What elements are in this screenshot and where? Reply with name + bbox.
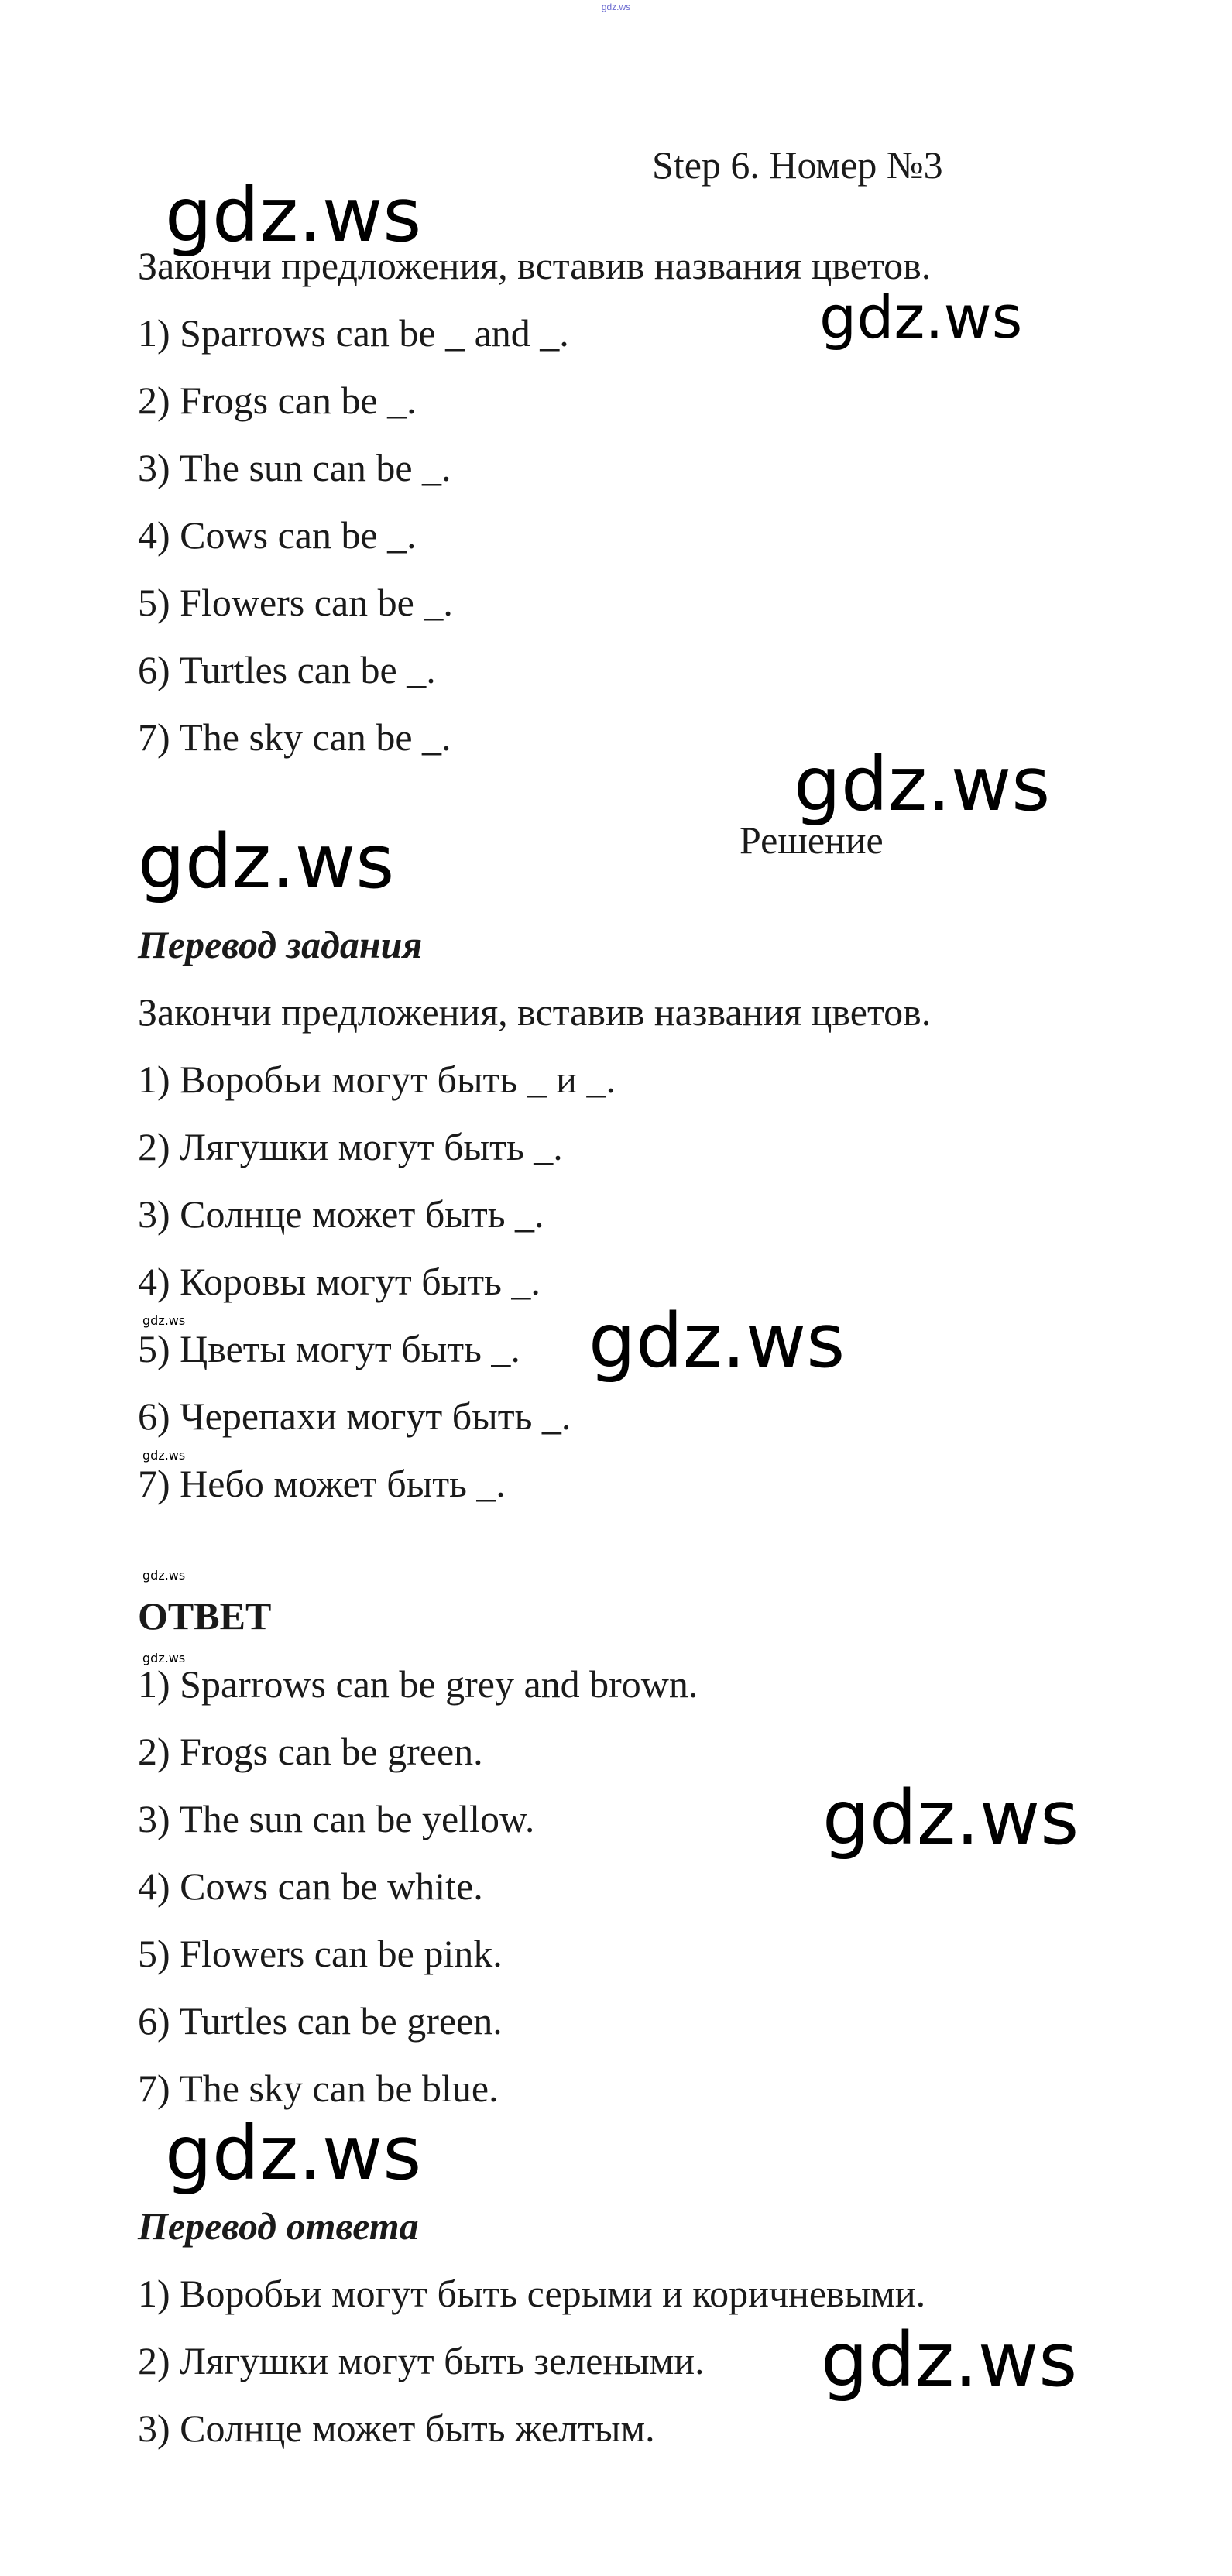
task-item: 1) Sparrows can be _ and _.: [138, 311, 569, 355]
solution-label: Решение: [740, 818, 884, 862]
watermark: gdz.ws: [822, 1775, 1079, 1861]
watermark: gdz.ws: [819, 283, 1023, 352]
answer-item: 6) Turtles can be green.: [138, 1999, 503, 2043]
answer-heading: ОТВЕТ: [138, 1594, 272, 1638]
task-translation-heading: Перевод задания: [138, 923, 423, 966]
task-instruction: Закончи предложения, вставив названия цветов.: [138, 244, 932, 287]
task-translation-item: 7) Небо может быть _.: [138, 1462, 506, 1505]
task-item: 3) The sun can be _.: [138, 446, 451, 489]
task-item: 6) Turtles can be _.: [138, 648, 436, 691]
task-item: 5) Flowers can be _.: [138, 581, 453, 624]
watermark-small: gdz.ws: [142, 1651, 186, 1665]
watermark: gdz.ws: [165, 172, 422, 259]
watermark-small: gdz.ws: [142, 1568, 186, 1583]
watermark: gdz.ws: [821, 2317, 1078, 2403]
header-watermark: gdz.ws: [601, 2, 631, 12]
watermark-small: gdz.ws: [142, 1313, 186, 1328]
answer-item: 7) The sky can be blue.: [138, 2067, 499, 2110]
task-item: 7) The sky can be _.: [138, 715, 451, 759]
task-translation-item: 6) Черепахи могут быть _.: [138, 1394, 571, 1438]
watermark-small: gdz.ws: [142, 1448, 186, 1463]
answer-translation-item: 2) Лягушки могут быть зелеными.: [138, 2339, 705, 2382]
answer-item: 3) The sun can be yellow.: [138, 1797, 535, 1840]
answer-translation-heading: Перевод ответа: [138, 2204, 419, 2248]
task-item: 2) Frogs can be _.: [138, 379, 417, 422]
answer-item: 2) Frogs can be green.: [138, 1730, 483, 1773]
task-translation-instruction: Закончи предложения, вставив названия цветов.: [138, 990, 932, 1034]
watermark: gdz.ws: [589, 1298, 846, 1384]
task-item: 4) Cows can be _.: [138, 513, 417, 557]
watermark: gdz.ws: [138, 818, 395, 905]
task-translation-item: 4) Коровы могут быть _.: [138, 1260, 541, 1303]
answer-item: 1) Sparrows can be grey and brown.: [138, 1662, 698, 1706]
answer-translation-item: 1) Воробьи могут быть серыми и коричневыми.: [138, 2272, 926, 2315]
task-translation-item: 3) Солнце может быть _.: [138, 1192, 544, 1236]
watermark: gdz.ws: [794, 741, 1051, 828]
task-translation-item: 5) Цветы могут быть _.: [138, 1327, 520, 1370]
answer-translation-item: 3) Солнце может быть желтым.: [138, 2406, 655, 2450]
answer-item: 4) Cows can be white.: [138, 1864, 483, 1908]
watermark: gdz.ws: [165, 2110, 422, 2197]
task-translation-item: 2) Лягушки могут быть _.: [138, 1125, 563, 1168]
task-translation-item: 1) Воробьи могут быть _ и _.: [138, 1058, 616, 1101]
page-title: Step 6. Номер №3: [652, 143, 943, 187]
answer-item: 5) Flowers can be pink.: [138, 1932, 503, 1975]
